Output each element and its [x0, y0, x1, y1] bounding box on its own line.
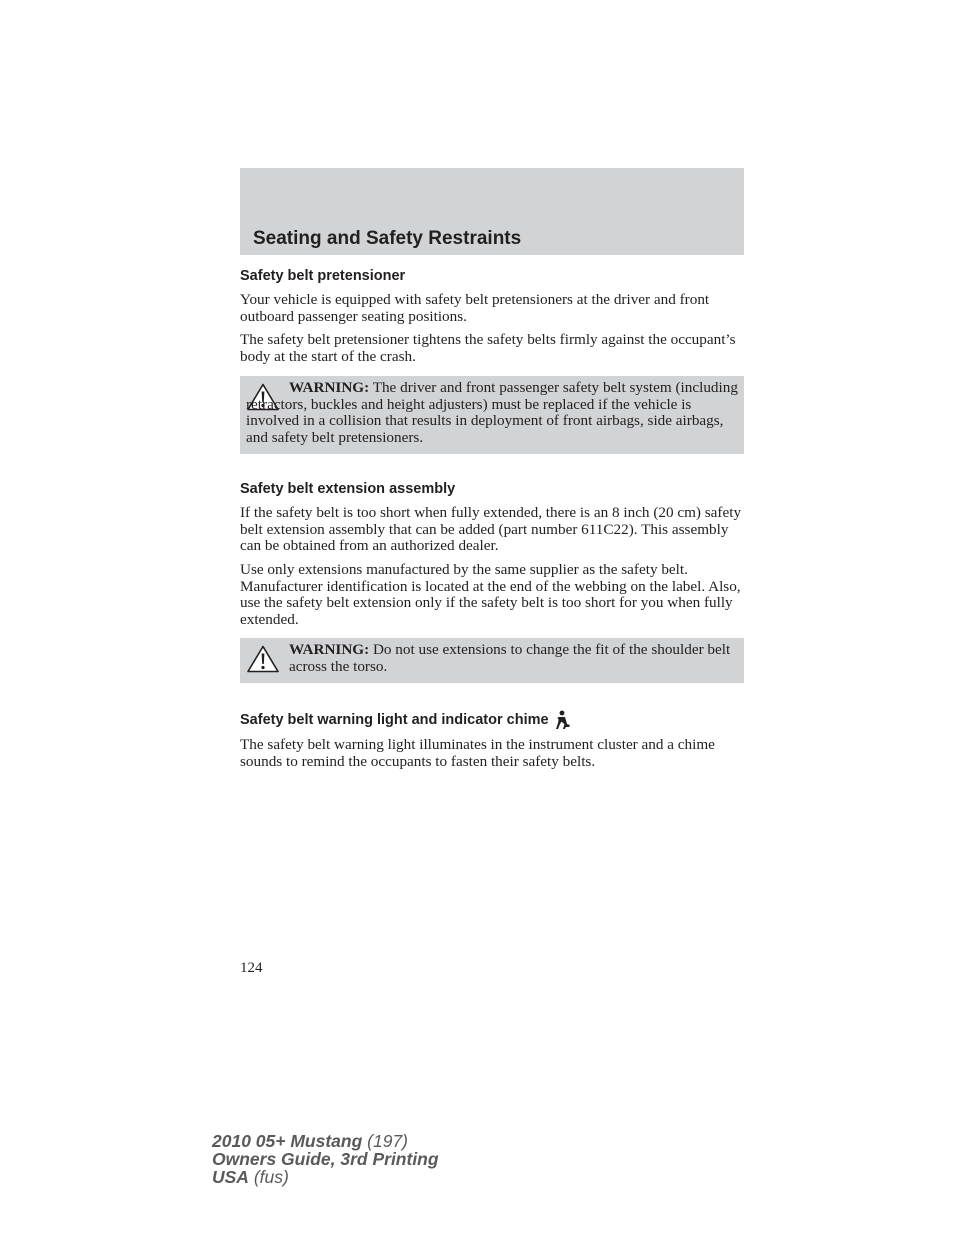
footer-market-code: (fus) [253, 1167, 289, 1187]
extension-paragraph-1: If the safety belt is too short when fully extended, there is an 8 inch (20 cm) safety belt extension assembly that can be added (part number 611C22). This assembly can be obtained from an authorized dealer. [240, 504, 742, 554]
page-number: 124 [240, 960, 263, 976]
extension-heading-text: Safety belt extension assembly [240, 481, 456, 497]
footer-model-code: (197) [367, 1131, 409, 1151]
warning-label: WARNING: [289, 641, 370, 658]
warning-box-pretensioner [240, 376, 744, 454]
footer-model: 2010 05+ Mustang [212, 1131, 363, 1151]
pretensioner-paragraph-1: Your vehicle is equipped with safety belt pretensioners at the driver and front outboard passenger seating positions. [240, 291, 710, 325]
section-title: Seating and Safety Restraints [253, 228, 522, 249]
chime-paragraph-1: The safety belt warning light illuminates in the instrument cluster and a chime sounds to remind the occupants to fasten their safety belts. [240, 736, 715, 770]
pretensioner-heading-text: Safety belt pretensioner [240, 268, 406, 284]
chime-heading-text: Safety belt warning light and indicator chime [240, 712, 549, 728]
warning-label: WARNING: [289, 379, 370, 396]
pretensioner-heading [240, 268, 405, 284]
warning-body: Do not use extensions to change the fit of the shoulder belt across the torso. [289, 641, 731, 675]
warning-text-extension [289, 642, 738, 675]
footer-guide: Owners Guide, 3rd Printing [212, 1149, 439, 1169]
extension-heading [240, 481, 455, 497]
footer-market: USA [212, 1167, 249, 1187]
extension-paragraph-2: Use only extensions manufactured by the same supplier as the safety belt. Manufacturer identification is located at the end of the webbing on the label. Also, use the safety belt extension only if the safety belt is too short for you when fully extended. [240, 561, 741, 628]
pretensioner-paragraph-2: The safety belt pretensioner tightens the safety belts firmly against the occupant’s body at the start of the crash. [240, 331, 736, 365]
warning-text-pretensioner [246, 380, 738, 446]
warning-triangle-icon [247, 645, 279, 673]
seatbelt-icon [555, 710, 571, 730]
document-footer [212, 1132, 439, 1186]
warning-body: The driver and front passenger safety belt system (including retractors, buckles and height adjusters) must be replaced if the vehicle is involved in a collision that results in deployment of front airbags, side airbags, and safety belt pretensioners. [246, 379, 738, 446]
chime-heading [240, 710, 571, 730]
warning-box-extension [240, 638, 744, 683]
